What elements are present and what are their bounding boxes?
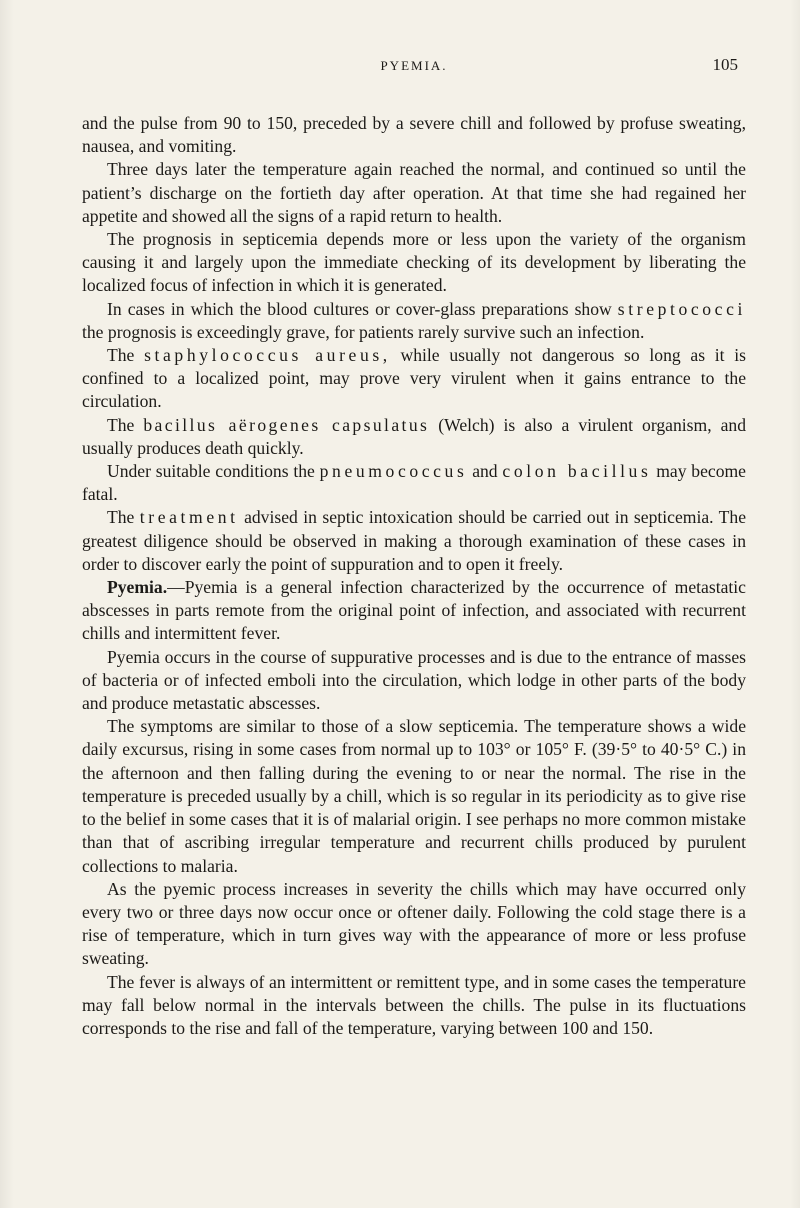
body-text <box>82 112 746 1040</box>
paragraph-fever-type: The fever is always of an intermittent or remittent type, and in some cases the temperature may fall below normal in the intervals between the chills. The pulse in its fluctuations corresponds to the rise and fall of the temperature, varying between 100 and 150. <box>82 971 746 1038</box>
text-run: the prognosis is exceedingly grave, for patients rarely survive such an infection. <box>82 321 645 342</box>
paragraph-prognosis: The prognosis in septicemia depends more or less upon the variety of the organism causing it and largely upon the immediate checking of its development by liberating the localized focus of infection in which it is generated. <box>82 229 746 296</box>
text-run: and <box>472 461 498 482</box>
spaced-term-streptococci: streptococci <box>617 298 746 319</box>
text-run: —Pyemia is a general infection characterized by the occurrence of metastatic abscesses in parts remote from the original point of infection, and associated with recurrent chills and intermittent fever. <box>82 577 746 644</box>
text-run: The <box>107 345 135 366</box>
text-run: The <box>107 414 135 435</box>
text-run: advised in septic intoxication should be carried out in septicemia. The greatest diligence should be observed in making a thorough examination of these cases in order to discover early the point of suppuration and to open it freely. <box>82 507 747 574</box>
text-run: In cases in which the blood cultures or cover-glass preparations show <box>107 298 612 319</box>
spaced-term-treatment: treatment <box>139 507 239 528</box>
running-head <box>82 38 746 78</box>
spaced-term-bacillus-aerogenes: bacillus aërogenes capsulatus <box>143 414 430 435</box>
spaced-term-staphylococcus: staphylococcus aureus, <box>144 345 391 366</box>
paragraph-pyemia-cause: Pyemia occurs in the course of suppurative processes and is due to the entrance of masses of bacteria or of infected emboli into the circulation, which lodge in other parts of the body and produce metastatic abscesses. <box>82 646 746 714</box>
running-title: PYEMIA. <box>380 58 448 73</box>
paragraph-streptococci <box>82 298 746 344</box>
paragraph-continuation: and the pulse from 90 to 150, preceded by a severe chill and followed by profuse sweating, nausea, and vomiting. <box>82 113 746 157</box>
text-run: while usually not dangerous so long as it is confined to a localized point, may prove very virulent when it gains entrance to the circulation. <box>82 345 746 412</box>
paragraph-bacillus-aerogenes <box>82 414 746 460</box>
spaced-term-colon-bacillus: colon bacillus <box>502 461 652 482</box>
paragraph-pyemic-process: As the pyemic process increases in severity the chills which may have occurred only every two or three days now occur once or oftener daily. Following the cold stage there is a rise of temperature, which in turn gives way with the appearance of more or less profuse sweating. <box>82 878 746 969</box>
paragraph-symptoms: The symptoms are similar to those of a slow septicemia. The temperature shows a wide daily excursus, rising in some cases from normal up to 103° or 105° F. (39·5° to 40·5° C.) in the afternoon and then falling during the evening to or near the normal. The rise in the temperature is preceded usually by a chill, which is so regular in its periodicity as to give rise to the belief in some cases that it is of malarial origin. I see perhaps no more common mistake than that of ascribing irregular temperature and recurrent chills produced by purulent collections to malaria. <box>82 716 746 876</box>
paragraph-pneumococcus <box>82 460 746 506</box>
section-heading-pyemia: Pyemia. <box>107 577 168 598</box>
page-number: 105 <box>712 55 738 74</box>
paragraph-recovery: Three days later the temperature again reached the normal, and continued so until the patient’s discharge on the fortieth day after operation. At that time she had regained her appetite and showed all the signs of a rapid return to health. <box>82 159 746 226</box>
paragraph-treatment <box>82 506 746 576</box>
spaced-term-pneumococcus: pneumococcus <box>319 461 468 482</box>
text-run: Under suitable conditions the <box>107 461 315 482</box>
text-run: may become fatal. <box>82 461 746 505</box>
paragraph-staphylococcus <box>82 344 746 414</box>
text-run: (Welch) is also a virulent organism, and usually produces death quickly. <box>82 414 746 458</box>
paragraph-pyemia-definition <box>82 576 746 646</box>
text-run: The <box>107 507 135 528</box>
